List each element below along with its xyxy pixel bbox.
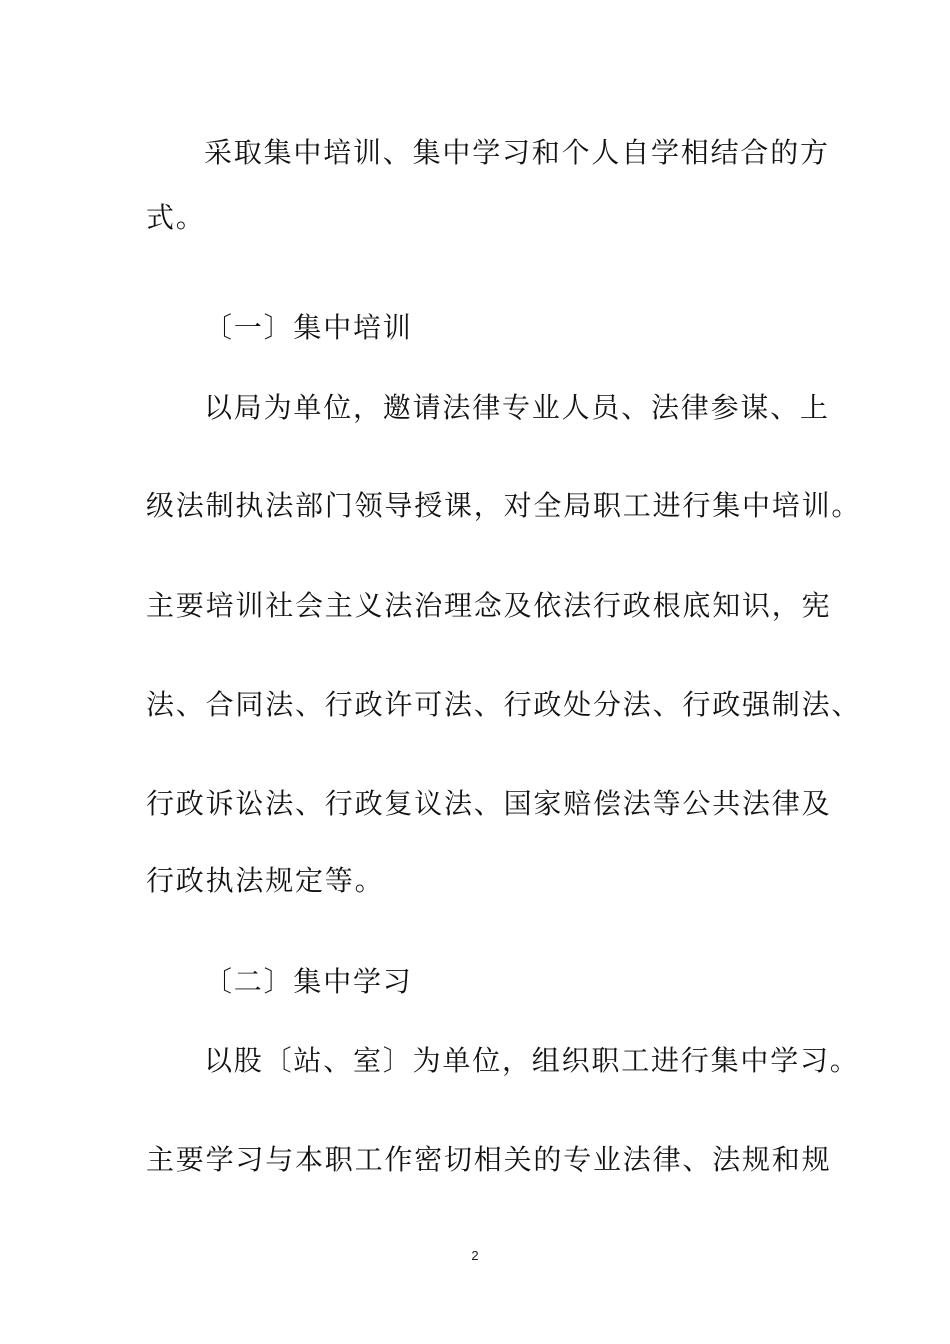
paragraph-line-2: 式。 [146,201,206,234]
paragraph-line-5: 主要培训社会主义法治理念及依法行政根底知识，宪 [146,589,832,622]
page-number: 2 [471,1248,479,1263]
paragraph-line-7: 行政诉讼法、行政复议法、国家赔偿法等公共法律及 [146,787,832,820]
paragraph-line-3: 以局为单位，邀请法律专业人员、法律参谋、上 [204,391,830,424]
section-heading-2: 〔二〕集中学习 [204,965,413,998]
paragraph-line-4: 级法制执法部门领导授课，对全局职工进行集中培训。 [146,489,862,522]
paragraph-line-6: 法、合同法、行政许可法、行政处分法、行政强制法、 [146,688,862,721]
paragraph-line-8: 行政执法规定等。 [146,864,385,897]
paragraph-line-9: 以股〔站、室〕为单位，组织职工进行集中学习。 [204,1044,860,1077]
paragraph-line-1: 采取集中培训、集中学习和个人自学相结合的方 [204,136,830,169]
paragraph-line-10: 主要学习与本职工作密切相关的专业法律、法规和规 [146,1143,832,1176]
section-heading-1: 〔一〕集中培训 [204,311,413,344]
